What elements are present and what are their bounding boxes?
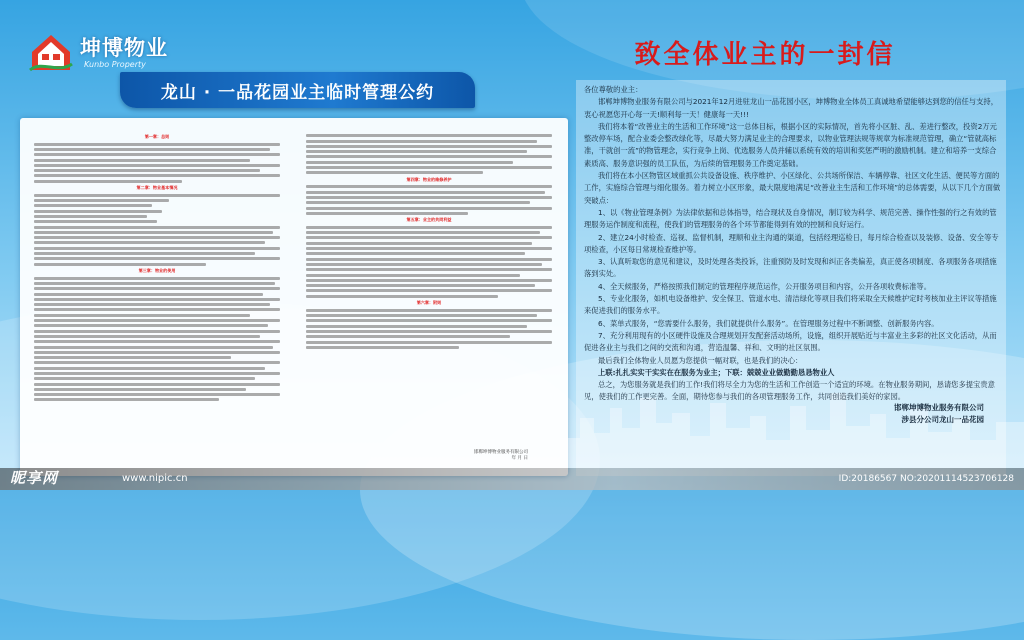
salutation: 各位尊敬的业主： (584, 85, 643, 94)
letter-paragraph: 7、充分利用现有的小区硬件设施及合理规划开发配套活动场所，设施，组织开展贴近与丰富业主多彩的社区文化活动，从而促进各业主与我们之间的交流和沟通，营造温馨、祥和、文明的社区氛围。 (584, 330, 997, 353)
convention-signature (474, 450, 528, 462)
convention-column-right (306, 132, 552, 351)
letter-paragraph: 2、建立24小时检查、巡视、监督机制，理顺和业主沟通的渠道，包括经理巡检日，每月综合检查以及装修、设备、安全等专项检查，小区每日常规检查维护等。 (584, 232, 999, 254)
signature-company: 邯郸坤博物业服务有限公司 (894, 403, 984, 412)
letter-paragraph: 5、专业化服务，如机电设备维护、安全保卫、管道水电、清洁绿化等项目我们将采取全天候维护定时考核加业主评议等措施来促进我们的服务水平。 (584, 294, 997, 316)
letter-paragraph: 最后我们全体物业人员愿为您提供一幅对联，也是我们的决心： (598, 355, 803, 365)
letter-paragraph: 1、以《物业管理条例》为法律依据和总体指导，结合现状及自身情况，制订较为科学、规范完善、操作性强的行之有效的管理服务运作制度和流程，使我们的管理服务的各个环节都能得到有效的控制和良好运行。 (584, 207, 997, 230)
letter-paragraph: 4、全天候服务，严格按照我们制定的管理程序规范运作，公开服务项目和内容，公开各项收费标准等。 (598, 281, 931, 291)
watermark-url: www.nipic.cn (122, 473, 188, 484)
left-title: 龙山 · 一品花园业主临时管理公约 (160, 83, 435, 103)
house-logo-icon (28, 30, 74, 76)
signature-company: 邯郸坤博物业服务有限公司 (474, 450, 528, 455)
letter-paragraph: 邯郸坤博物业服务有限公司与2021年12月进驻龙山一品花园小区，坤博物业全体员工真诚地希望能够达到您的信任与支持，衷心祝愿您开心每一天!顺利每一天！健康每一天!!! (584, 97, 998, 119)
letter-closing: 总之，为您服务就是我们的工作!我们将尽全力为您的生活和工作创造一个适宜的环境。在物业服务期间，恳请您多提宝贵意见，使我们的工作更完善。全面，期待您参与我们的各项管理服务工作，共同创造我们美好的家园。 (584, 380, 995, 402)
letter-panel (576, 80, 1006, 476)
chapter-heading: 第六章：附则 (416, 300, 442, 306)
chapter-heading: 第四章：物业的维修养护 (406, 176, 452, 182)
letter-paragraph: 我们将本着“改善业主的生活和工作环境”这一总体目标，根据小区的实际情况，首先将小区脏、乱、差进行整改，投资2万元整改停车场，配合业委会整改绿化等，尽最大努力满足业主的合理要求，以物业管理法规等规章为标准规范管理，确立“管就高标准，干就创一流”的物管理念，实行竞争上岗、优选服务人员并辅以系统有效的培训和奖惩严明的激励机制。建立和培养一支综合素质高、服务意识强的员工队伍，为后续的管理服务工作奠定基础。 (584, 121, 997, 168)
convention-panel (20, 118, 568, 476)
chapter-heading: 第二章：物业基本情况 (136, 185, 178, 191)
convention-column-left (34, 132, 280, 404)
couplet: 上联:扎扎实实干实实在在服务为业主；下联：兢兢业业做勤勤恳恳物业人 (598, 367, 835, 377)
letter-paragraph: 我们将在本小区物管区域重抓公共设备设施、秩序维护、小区绿化、公共场所保洁、车辆停靠、社区文化生活、便民等方面的工作，实施综合管理与细化服务。着力树立小区形象，最大限度地满足“改善业主生活和工作环境”的总体需要，从以下几个方面做突破点： (584, 171, 1001, 205)
chapter-heading: 第三章：物业的使用 (138, 267, 176, 273)
letter-paragraph: 6、菜单式服务，“您需要什么服务，我们就提供什么服务”。在管理服务过程中不断调整、创新服务内容。 (598, 318, 939, 328)
letter-body (584, 84, 1002, 404)
logo-name-en: Kunbo Property (84, 60, 146, 69)
watermark-id: ID:20186567 NO:20201114523706128 (838, 474, 1014, 484)
watermark-logo: 昵享网 (10, 469, 59, 487)
signature-date: 年 月 日 (511, 456, 528, 461)
left-title-banner (120, 72, 475, 108)
letter-paragraph: 3、认真听取您的意见和建议，及时处理各类投诉，注重预防及时发现和纠正各类偏差，真正使各项制度、各项服务各项措施落到实处。 (584, 257, 997, 279)
letter-signature (894, 402, 984, 426)
watermark-bar (0, 468, 1024, 490)
chapter-heading: 第五章：业主的共同利益 (406, 217, 452, 223)
logo-name-cn: 坤博物业 (80, 36, 168, 60)
signature-branch: 涉县分公司龙山一品花园 (901, 415, 984, 424)
chapter-heading: 第一章：总则 (144, 134, 170, 139)
letter-title: 致全体业主的一封信 (634, 40, 896, 70)
